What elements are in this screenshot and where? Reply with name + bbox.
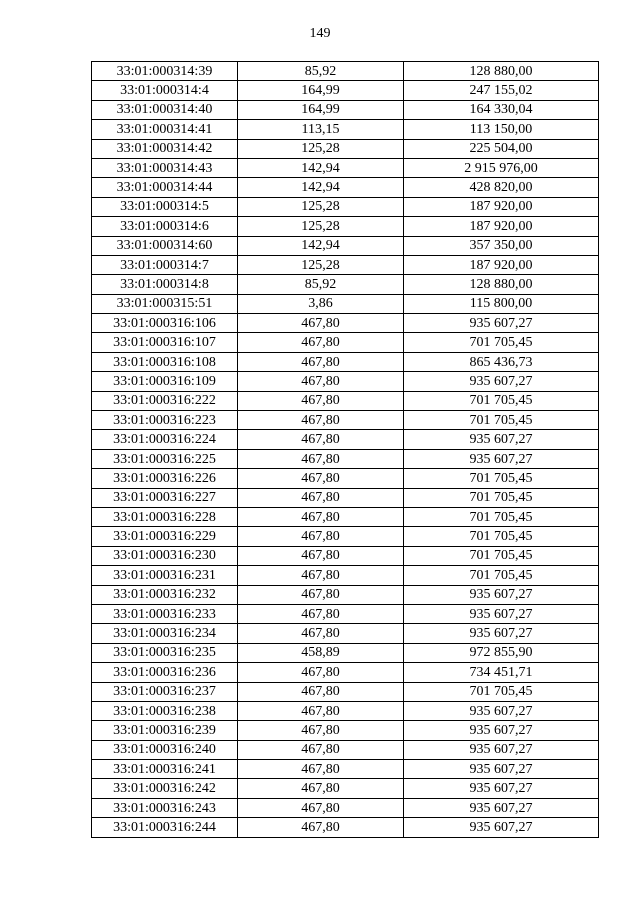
table-row [92,139,599,158]
value-cell: 187 920,00 [404,255,599,274]
table-row [92,100,599,119]
table-row [92,585,599,604]
table-row [92,197,599,216]
value-cell: 115 800,00 [404,294,599,313]
table-row [92,236,599,255]
table-row [92,352,599,371]
page-number: 149 [309,26,331,41]
table-row [92,643,599,662]
area-cell: 467,80 [238,818,404,837]
cadastral-number-cell: 33:01:000314:60 [92,236,238,255]
cadastral-number-cell: 33:01:000316:224 [92,430,238,449]
value-cell: 935 607,27 [404,721,599,740]
area-cell: 125,28 [238,255,404,274]
cadastral-number-cell: 33:01:000316:228 [92,507,238,526]
cadastral-number-cell: 33:01:000314:40 [92,100,238,119]
area-cell: 467,80 [238,372,404,391]
table-row [92,760,599,779]
area-cell: 467,80 [238,546,404,565]
area-cell: 467,80 [238,430,404,449]
value-cell: 935 607,27 [404,798,599,817]
cadastral-number-cell: 33:01:000314:7 [92,255,238,274]
table-row [92,721,599,740]
area-cell: 142,94 [238,178,404,197]
cadastral-number-cell: 33:01:000314:44 [92,178,238,197]
area-cell: 467,80 [238,507,404,526]
value-cell: 701 705,45 [404,682,599,701]
area-cell: 467,80 [238,682,404,701]
table-row [92,818,599,837]
value-cell: 701 705,45 [404,527,599,546]
value-cell: 935 607,27 [404,604,599,623]
value-cell: 701 705,45 [404,469,599,488]
cadastral-number-cell: 33:01:000314:4 [92,81,238,100]
value-cell: 935 607,27 [404,372,599,391]
table-row [92,333,599,352]
area-cell: 467,80 [238,314,404,333]
table-row [92,120,599,139]
cadastral-number-cell: 33:01:000316:229 [92,527,238,546]
value-cell: 935 607,27 [404,314,599,333]
table-row [92,488,599,507]
table-row [92,798,599,817]
cadastral-number-cell: 33:01:000316:222 [92,391,238,410]
value-cell: 935 607,27 [404,701,599,720]
value-cell: 935 607,27 [404,760,599,779]
cadastral-number-cell: 33:01:000316:234 [92,624,238,643]
value-cell: 2 915 976,00 [404,158,599,177]
table-row [92,430,599,449]
cadastral-number-cell: 33:01:000316:226 [92,469,238,488]
area-cell: 467,80 [238,663,404,682]
value-cell: 935 607,27 [404,449,599,468]
area-cell: 467,80 [238,701,404,720]
cadastral-number-cell: 33:01:000314:39 [92,62,238,81]
area-cell: 467,80 [238,527,404,546]
area-cell: 467,80 [238,760,404,779]
value-cell: 865 436,73 [404,352,599,371]
area-cell: 467,80 [238,411,404,430]
area-cell: 85,92 [238,62,404,81]
table-row [92,527,599,546]
table-row [92,507,599,526]
cadastral-number-cell: 33:01:000316:237 [92,682,238,701]
value-cell: 113 150,00 [404,120,599,139]
table-row [92,566,599,585]
cadastral-number-cell: 33:01:000316:236 [92,663,238,682]
area-cell: 467,80 [238,585,404,604]
table-row [92,411,599,430]
table-row [92,663,599,682]
table-row [92,682,599,701]
value-cell: 701 705,45 [404,333,599,352]
value-cell: 701 705,45 [404,488,599,507]
table-row [92,391,599,410]
table-row [92,372,599,391]
table-row [92,294,599,313]
value-cell: 935 607,27 [404,624,599,643]
value-cell: 187 920,00 [404,197,599,216]
area-cell: 467,80 [238,469,404,488]
table-row [92,469,599,488]
table-row [92,158,599,177]
cadastral-number-cell: 33:01:000314:6 [92,217,238,236]
area-cell: 3,86 [238,294,404,313]
table-row [92,255,599,274]
cadastral-number-cell: 33:01:000316:235 [92,643,238,662]
cadastral-number-cell: 33:01:000316:240 [92,740,238,759]
area-cell: 467,80 [238,721,404,740]
table-body [92,62,599,838]
table-row [92,178,599,197]
area-cell: 467,80 [238,488,404,507]
value-cell: 247 155,02 [404,81,599,100]
area-cell: 164,99 [238,81,404,100]
value-cell: 734 451,71 [404,663,599,682]
cadastral-number-cell: 33:01:000314:8 [92,275,238,294]
value-cell: 935 607,27 [404,779,599,798]
cadastral-number-cell: 33:01:000314:41 [92,120,238,139]
cadastral-number-cell: 33:01:000316:108 [92,352,238,371]
cadastral-number-cell: 33:01:000316:239 [92,721,238,740]
area-cell: 467,80 [238,566,404,585]
value-cell: 701 705,45 [404,546,599,565]
table-row [92,604,599,623]
cadastral-number-cell: 33:01:000316:244 [92,818,238,837]
cadastral-number-cell: 33:01:000314:5 [92,197,238,216]
cadastral-number-cell: 33:01:000316:106 [92,314,238,333]
value-cell: 164 330,04 [404,100,599,119]
table-row [92,314,599,333]
area-cell: 85,92 [238,275,404,294]
cadastral-number-cell: 33:01:000316:243 [92,798,238,817]
cadastral-number-cell: 33:01:000316:227 [92,488,238,507]
value-cell: 935 607,27 [404,740,599,759]
cadastral-number-cell: 33:01:000315:51 [92,294,238,313]
area-cell: 467,80 [238,604,404,623]
table-row [92,449,599,468]
area-cell: 142,94 [238,236,404,255]
area-cell: 467,80 [238,779,404,798]
cadastral-number-cell: 33:01:000316:109 [92,372,238,391]
area-cell: 467,80 [238,449,404,468]
value-cell: 128 880,00 [404,62,599,81]
cadastral-number-cell: 33:01:000316:238 [92,701,238,720]
area-cell: 164,99 [238,100,404,119]
area-cell: 125,28 [238,197,404,216]
cadastral-number-cell: 33:01:000316:232 [92,585,238,604]
value-cell: 935 607,27 [404,585,599,604]
table-row [92,546,599,565]
cadastral-number-cell: 33:01:000314:43 [92,158,238,177]
area-cell: 125,28 [238,139,404,158]
area-cell: 467,80 [238,798,404,817]
value-cell: 428 820,00 [404,178,599,197]
value-cell: 972 855,90 [404,643,599,662]
cadastral-number-cell: 33:01:000316:107 [92,333,238,352]
area-cell: 458,89 [238,643,404,662]
value-cell: 357 350,00 [404,236,599,255]
cadastral-number-cell: 33:01:000316:241 [92,760,238,779]
table-row [92,779,599,798]
table-row [92,701,599,720]
area-cell: 467,80 [238,333,404,352]
cadastral-number-cell: 33:01:000316:233 [92,604,238,623]
data-table [91,61,599,838]
table-row [92,62,599,81]
table-row [92,81,599,100]
area-cell: 467,80 [238,391,404,410]
area-cell: 467,80 [238,352,404,371]
value-cell: 701 705,45 [404,411,599,430]
area-cell: 467,80 [238,740,404,759]
table-row [92,275,599,294]
cadastral-number-cell: 33:01:000316:231 [92,566,238,585]
value-cell: 225 504,00 [404,139,599,158]
area-cell: 125,28 [238,217,404,236]
area-cell: 113,15 [238,120,404,139]
table-row [92,740,599,759]
cadastral-number-cell: 33:01:000316:223 [92,411,238,430]
value-cell: 128 880,00 [404,275,599,294]
value-cell: 701 705,45 [404,507,599,526]
cadastral-number-cell: 33:01:000316:230 [92,546,238,565]
table-row [92,217,599,236]
cadastral-number-cell: 33:01:000316:242 [92,779,238,798]
cadastral-number-cell: 33:01:000314:42 [92,139,238,158]
value-cell: 935 607,27 [404,818,599,837]
area-cell: 142,94 [238,158,404,177]
table-row [92,624,599,643]
value-cell: 935 607,27 [404,430,599,449]
cadastral-number-cell: 33:01:000316:225 [92,449,238,468]
value-cell: 187 920,00 [404,217,599,236]
value-cell: 701 705,45 [404,391,599,410]
value-cell: 701 705,45 [404,566,599,585]
area-cell: 467,80 [238,624,404,643]
